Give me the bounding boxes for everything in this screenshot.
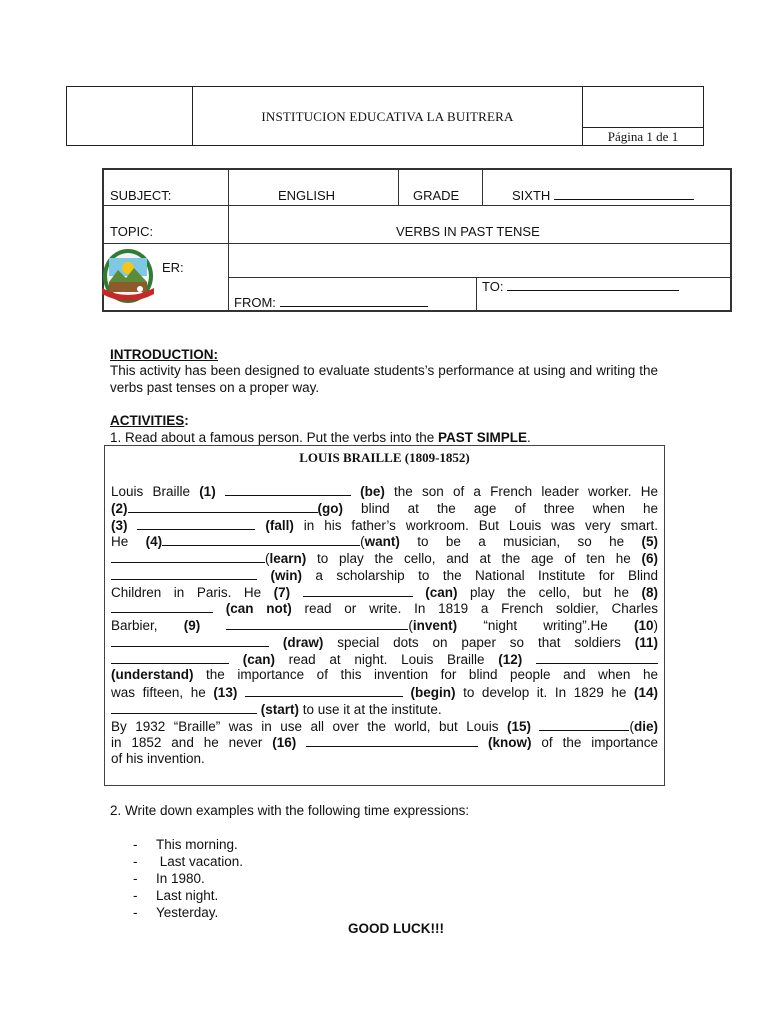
story-text: )	[653, 618, 658, 633]
story-verb-marker: learn)	[269, 551, 307, 566]
answer-blank[interactable]	[111, 567, 257, 580]
answer-blank[interactable]	[162, 533, 360, 546]
story-verb-marker: (7)	[273, 584, 303, 600]
time-expression-item	[133, 836, 243, 853]
story-line	[111, 617, 658, 634]
story-verb-marker: (1)	[199, 484, 225, 499]
story-text: Barbier,	[111, 618, 184, 633]
answer-blank[interactable]	[306, 734, 478, 747]
story-text: read or write. In 1819 a French soldier, Charles	[291, 601, 658, 617]
story-line	[111, 500, 658, 517]
answer-blank[interactable]	[111, 634, 269, 647]
page-number: Página 1 de 1	[583, 127, 703, 145]
answer-blank[interactable]	[111, 550, 265, 563]
story-text: the son of a French leader worker. He	[384, 484, 659, 499]
list-bullet: -	[133, 854, 138, 869]
story-text: was fifteen, he	[111, 685, 214, 700]
time-expression-text: Last night.	[156, 888, 219, 903]
story-text: to use it at the institute.	[299, 701, 442, 717]
story-line	[111, 483, 658, 500]
story-text: to develop it. In 1829 he	[455, 685, 634, 700]
activity-1-instruction	[110, 429, 531, 446]
answer-blank[interactable]	[539, 718, 629, 731]
story-verb-marker: (can)	[425, 584, 458, 600]
story-text: in 1852 and he never	[111, 735, 273, 751]
story-text	[229, 652, 243, 667]
story-text: “night writing”.He	[457, 618, 634, 633]
story-verb-marker: (go)	[317, 500, 343, 516]
story-line	[111, 701, 658, 718]
story-line	[111, 634, 658, 651]
list-bullet: -	[133, 837, 138, 852]
list-bullet: -	[133, 905, 138, 920]
school-crest-icon	[100, 248, 156, 306]
story-verb-marker: (13)	[213, 685, 245, 700]
grade-value: SIXTH	[512, 188, 551, 203]
story-verb-marker: (14)	[633, 685, 658, 700]
time-expression-text: Last vacation.	[156, 854, 244, 869]
story-text: (	[265, 551, 270, 566]
story-text: He	[111, 534, 146, 550]
story-verb-marker: (win)	[270, 567, 302, 583]
story-line	[111, 600, 658, 617]
story-text: (	[360, 534, 365, 550]
story-text: a scholarship to the National Institute for Blind	[301, 567, 658, 583]
story-text: play the cello, but he	[457, 584, 642, 600]
story-text	[478, 735, 488, 750]
time-expression-item	[133, 870, 243, 887]
subject-value: ENGLISH	[278, 188, 336, 203]
story-line	[111, 533, 658, 550]
document-header	[66, 86, 704, 146]
story-verb-marker: (fall)	[265, 517, 294, 533]
story-text: (	[408, 618, 413, 633]
story-verb-marker: (3)	[111, 517, 138, 533]
story-verb-marker: (5)	[641, 534, 658, 550]
topic-label: TOPIC:	[110, 224, 154, 239]
story-verb-marker: (9)	[183, 618, 201, 633]
story-text: to play the cello, and at the age of ten he	[306, 551, 642, 566]
story-line	[111, 517, 658, 534]
story-verb-marker: want)	[364, 534, 400, 550]
teacher-label: ER:	[162, 260, 184, 275]
story-verb-marker: (can)	[242, 651, 275, 667]
subject-label: SUBJECT:	[110, 188, 172, 203]
introduction-heading: INTRODUCTION:	[110, 347, 218, 362]
institution-name: INSTITUCION EDUCATIVA LA BUITRERA	[261, 109, 514, 124]
activities-heading	[110, 412, 189, 429]
story-text	[255, 518, 265, 533]
story-verb-marker: (begin)	[410, 685, 456, 700]
story-text	[413, 585, 426, 600]
story-verb-marker: (can not)	[225, 601, 292, 617]
introduction-text: This activity has been designed to evaluate students’s performance at using and writing the verbs past tenses on a proper way.	[110, 363, 658, 395]
activity-1-prefix: 1. Read about a famous person. Put the verbs into the	[110, 430, 438, 445]
to-label: TO:	[482, 279, 504, 294]
story-text: Louis Braille	[111, 484, 200, 499]
story-text: of his invention.	[111, 751, 205, 766]
story-verb-marker: (know)	[488, 735, 532, 751]
story-verb-marker: (4)	[145, 534, 163, 550]
activities-colon: :	[184, 413, 189, 428]
time-expression-item	[133, 904, 243, 921]
story-verb-marker: (understand)	[111, 667, 194, 683]
story-box	[104, 445, 665, 786]
story-line	[111, 684, 658, 701]
answer-blank[interactable]	[111, 600, 213, 613]
list-bullet: -	[133, 871, 138, 886]
story-line	[111, 651, 658, 668]
story-verb-marker: (draw)	[282, 634, 324, 650]
story-text	[200, 618, 226, 633]
story-text: By 1932 “Braille” was in use all over the world, but Louis	[111, 718, 507, 734]
grade-blank[interactable]	[554, 188, 694, 200]
header-page-cell	[582, 87, 703, 145]
story-verb-marker: invent)	[412, 618, 458, 633]
answer-blank[interactable]	[226, 617, 408, 630]
activity-1-suffix: .	[526, 430, 531, 445]
story-verb-marker: (2)	[111, 500, 128, 516]
story-line	[111, 718, 658, 735]
story-text	[403, 685, 411, 700]
story-text	[269, 635, 283, 650]
grade-field[interactable]	[512, 188, 694, 203]
to-field[interactable]	[482, 279, 679, 294]
story-text: read at night. Louis Braille	[274, 651, 499, 667]
story-verb-marker: (6)	[641, 551, 658, 566]
story-text: (	[629, 718, 634, 734]
story-text	[213, 601, 226, 616]
story-text: blind at the age of three when he	[342, 500, 658, 516]
story-text: the importance of this invention for blind people and when he	[193, 667, 658, 683]
answer-blank[interactable]	[137, 517, 255, 530]
from-blank[interactable]	[280, 295, 428, 307]
story-verb-marker: (16)	[272, 735, 307, 751]
from-field[interactable]	[234, 295, 428, 310]
story-verb-marker: (11)	[634, 634, 658, 650]
story-text	[257, 568, 270, 583]
from-label: FROM:	[234, 295, 276, 310]
to-blank[interactable]	[507, 279, 679, 291]
list-bullet: -	[133, 888, 138, 903]
answer-blank[interactable]	[225, 483, 351, 496]
story-verb-marker: (12)	[498, 651, 536, 667]
story-verb-marker: (15)	[506, 718, 540, 734]
story-text: to be a musician, so he	[399, 534, 642, 550]
header-logo-cell	[67, 87, 193, 145]
story-verb-marker: (10	[633, 618, 654, 633]
time-expression-text: Yesterday.	[156, 905, 219, 920]
answer-blank[interactable]	[536, 651, 658, 664]
info-table	[102, 168, 732, 312]
story-title: LOUIS BRAILLE (1809-1852)	[299, 450, 470, 465]
story-text: of the importance	[531, 735, 658, 751]
answer-blank[interactable]	[111, 651, 229, 664]
story-verb-marker: (be)	[360, 484, 385, 499]
answer-blank[interactable]	[303, 584, 413, 597]
activities-heading-text: ACTIVITIES	[110, 413, 185, 428]
story-line	[111, 667, 658, 684]
closing-message: GOOD LUCK!!!	[348, 921, 444, 936]
topic-value: VERBS IN PAST TENSE	[396, 224, 540, 239]
time-expressions-list	[133, 836, 243, 921]
answer-blank[interactable]	[245, 684, 403, 697]
activity-1-bold: PAST SIMPLE	[437, 430, 527, 445]
story-text: in his father’s workroom. But Louis was very smart.	[293, 517, 658, 533]
story-text: Children in Paris. He	[111, 584, 274, 600]
story-paragraph	[111, 483, 658, 768]
story-line	[111, 567, 658, 584]
story-verb-marker: (8)	[641, 584, 658, 600]
time-expression-text: This morning.	[156, 837, 238, 852]
answer-blank[interactable]	[128, 500, 318, 513]
time-expression-item	[133, 887, 243, 904]
story-text	[351, 484, 360, 499]
story-verb-marker: die)	[633, 718, 658, 734]
story-line	[111, 734, 658, 751]
time-expression-text: In 1980.	[156, 871, 205, 886]
story-verb-marker: (start)	[260, 701, 300, 717]
time-expression-item	[133, 853, 243, 870]
answer-blank[interactable]	[111, 701, 257, 714]
story-line	[111, 751, 658, 768]
story-text: special dots on paper so that soldiers	[323, 634, 635, 650]
story-line	[111, 584, 658, 601]
grade-label: GRADE	[413, 188, 460, 203]
exercise-2-prompt: 2. Write down examples with the following time expressions:	[110, 803, 470, 818]
story-line	[111, 550, 658, 567]
